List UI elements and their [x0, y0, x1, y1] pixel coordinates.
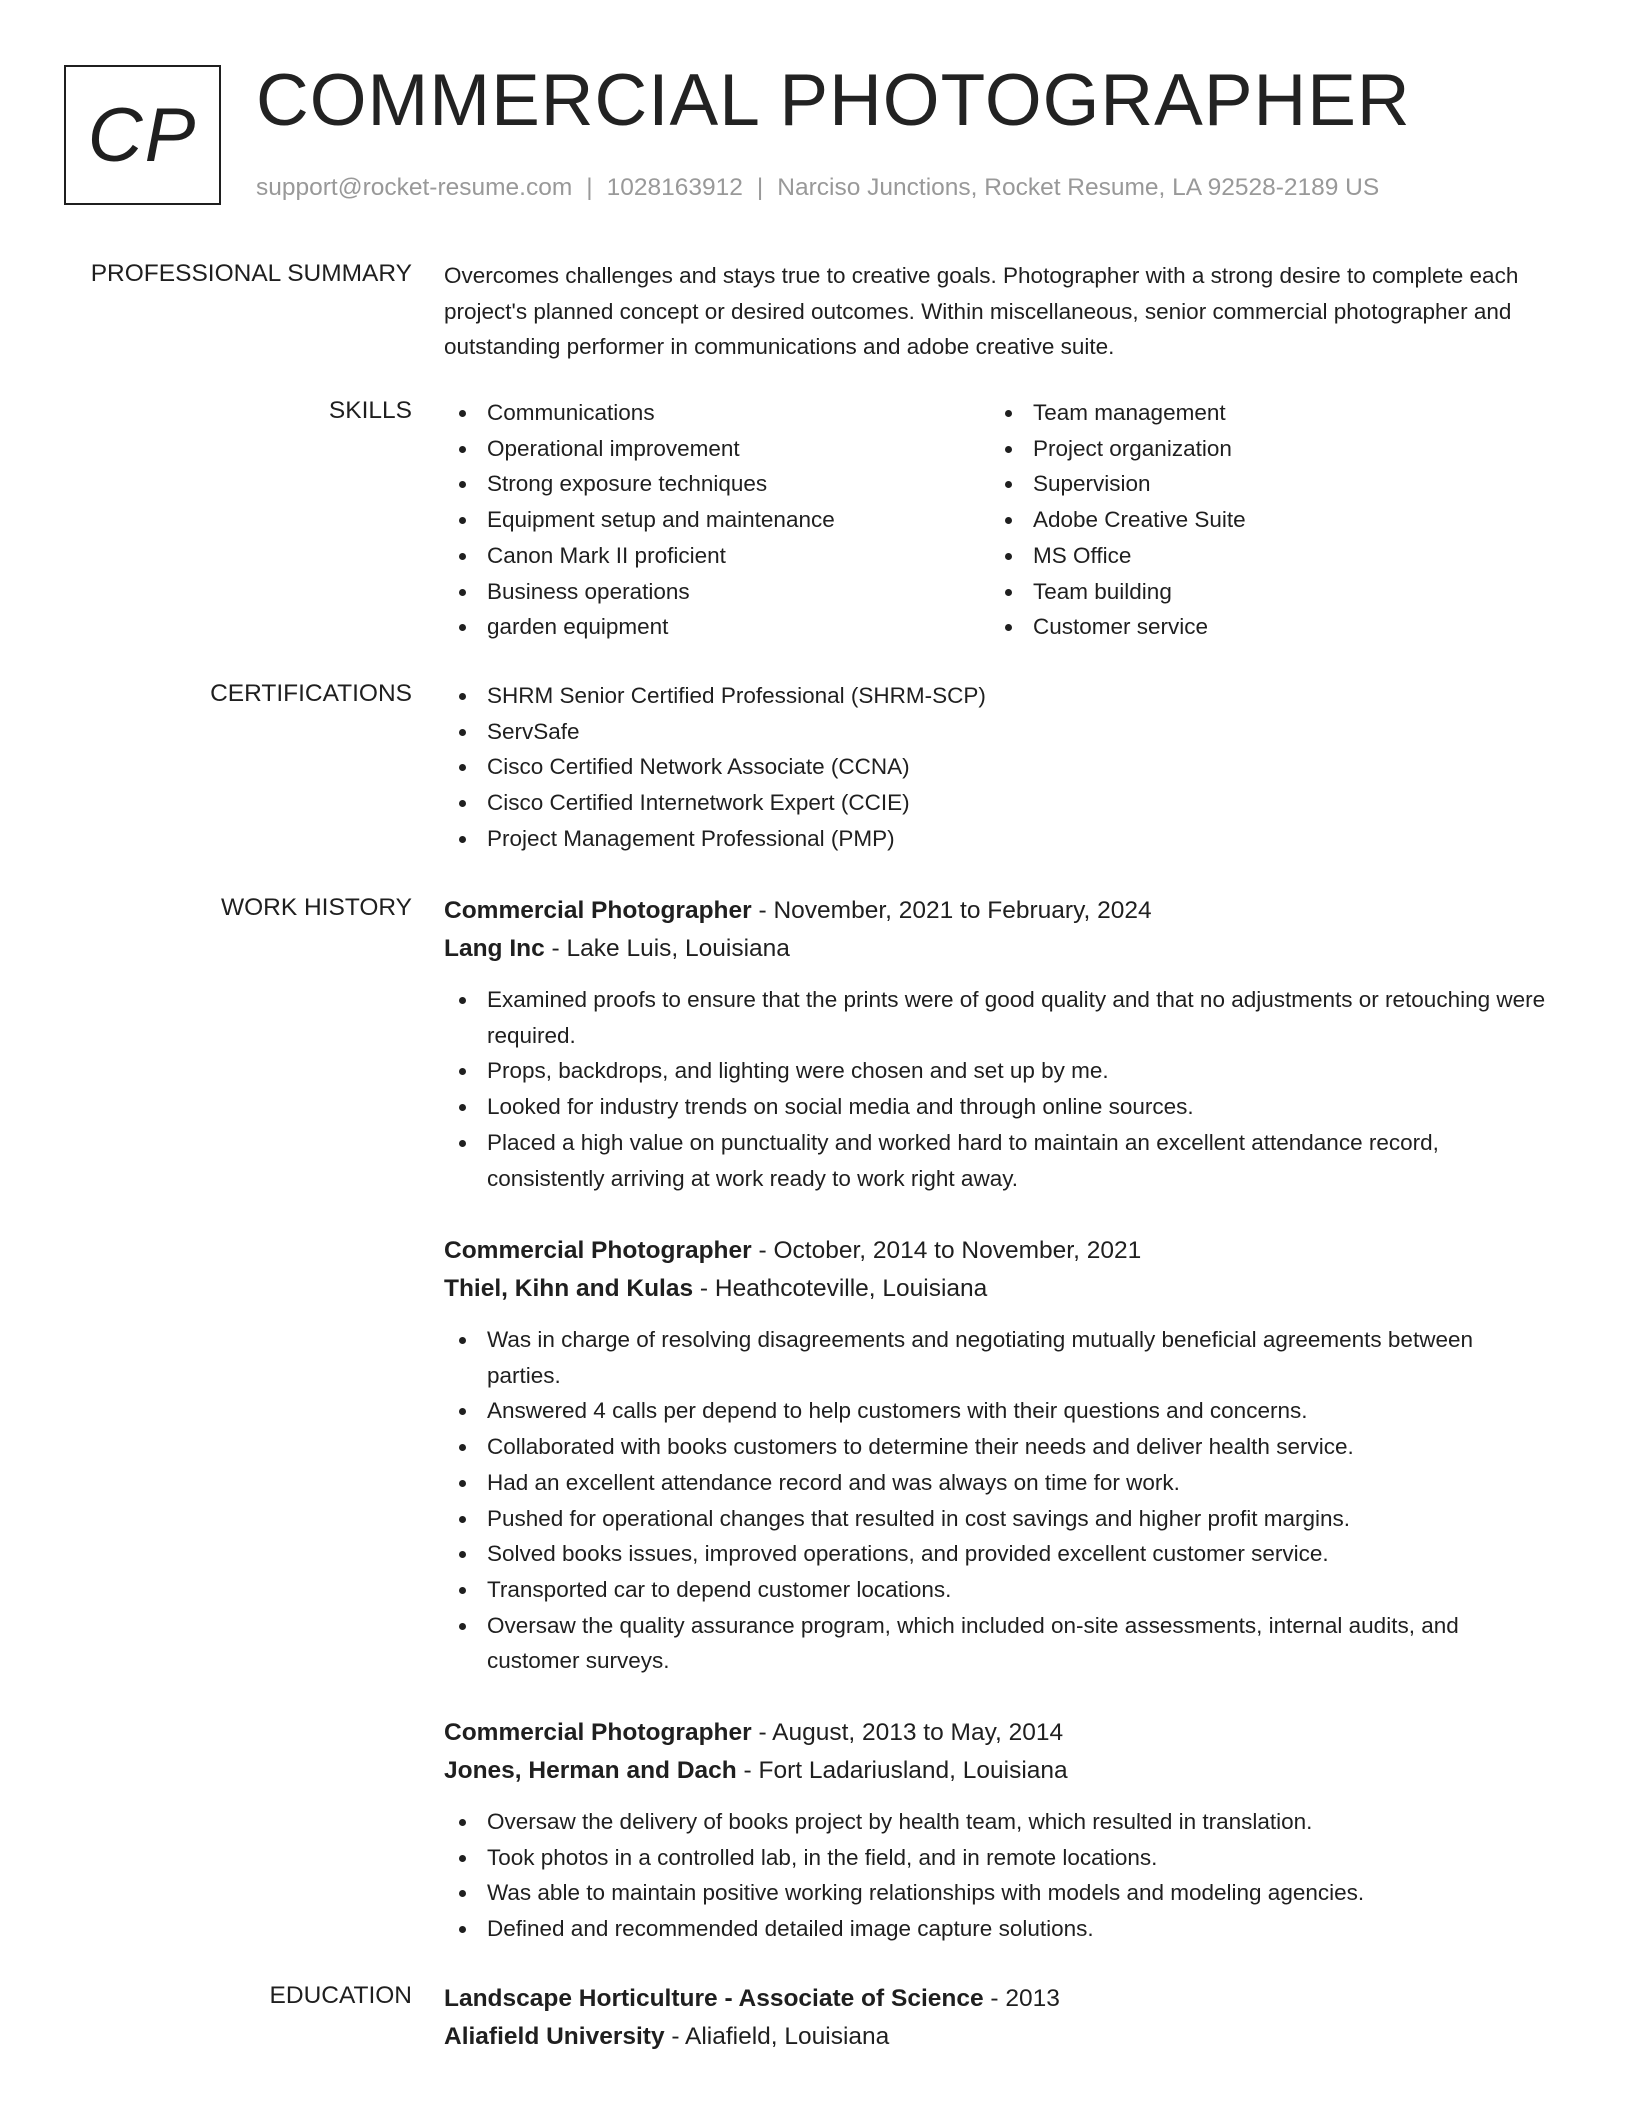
job-company: Jones, Herman and Dach — [444, 1757, 737, 1784]
job-duty: Looked for industry trends on social media and through online sources. — [444, 1089, 1552, 1125]
job-duty: Defined and recommended detailed image capture solutions. — [444, 1911, 1552, 1947]
section-label-education: EDUCATION — [269, 1982, 412, 2009]
job-duty: Answered 4 calls per depend to help customers with their questions and concerns. — [444, 1393, 1552, 1429]
job-duty: Solved books issues, improved operations, and provided excellent customer service. — [444, 1536, 1552, 1572]
summary-text: Overcomes challenges and stays true to creative goals. Photographer with a strong desire to complete each project's planned concept or desired outcomes. Within miscellaneous, senior commercial photographer and outstanding performer in communications and adobe creative suite. — [444, 263, 1519, 359]
skill-item: Operational improvement — [444, 431, 835, 467]
job-duty: Pushed for operational changes that resulted in cost savings and higher profit margins. — [444, 1501, 1552, 1537]
education-year: - 2013 — [983, 1985, 1060, 2012]
contact-separator: | — [756, 174, 764, 201]
contact-line — [256, 172, 1379, 204]
skill-item: Communications — [444, 395, 835, 431]
certification-item: Project Management Professional (PMP) — [444, 821, 1552, 857]
skill-item: Strong exposure techniques — [444, 466, 835, 502]
education-body — [444, 1980, 1552, 2056]
skill-item: Adobe Creative Suite — [990, 502, 1246, 538]
job-duty: Was able to maintain positive working relationships with models and modeling agencies. — [444, 1875, 1552, 1911]
contact-email: support@rocket-resume.com — [256, 174, 573, 201]
resume-title: COMMERCIAL PHOTOGRAPHER — [256, 60, 1411, 141]
certification-item: ServSafe — [444, 714, 1552, 750]
section-label-summary: PROFESSIONAL SUMMARY — [90, 260, 412, 287]
skill-item: MS Office — [990, 538, 1246, 574]
education-school-line — [444, 2018, 1552, 2056]
skill-item: Team management — [990, 395, 1246, 431]
job-location: - Lake Luis, Louisiana — [544, 935, 790, 962]
skill-item: Canon Mark II proficient — [444, 538, 835, 574]
skill-item: Supervision — [990, 466, 1246, 502]
job-company-line — [444, 1752, 1552, 1790]
job-title: Commercial Photographer — [444, 897, 752, 924]
education-school: Aliafield University — [444, 2023, 665, 2050]
job-dates: - October, 2014 to November, 2021 — [751, 1237, 1142, 1264]
job-entry — [444, 1714, 1552, 1947]
skills-list-left — [444, 395, 835, 645]
section-label-certifications: CERTIFICATIONS — [210, 680, 412, 707]
job-company-line — [444, 1270, 1552, 1308]
certification-item: SHRM Senior Certified Professional (SHRM-SCP) — [444, 678, 1552, 714]
job-title: Commercial Photographer — [444, 1719, 752, 1746]
job-entry — [444, 892, 1552, 1196]
job-title-line — [444, 1714, 1552, 1752]
job-duty: Transported car to depend customer locations. — [444, 1572, 1552, 1608]
job-duty: Props, backdrops, and lighting were chosen and set up by me. — [444, 1053, 1552, 1089]
monogram-logo: CP — [64, 65, 221, 205]
job-company: Thiel, Kihn and Kulas — [444, 1275, 694, 1302]
section-label-work-history: WORK HISTORY — [220, 894, 412, 921]
contact-separator: | — [586, 174, 593, 201]
summary-body — [444, 258, 1552, 365]
skills-list-right — [990, 395, 1246, 645]
job-duty: Collaborated with books customers to determine their needs and deliver health service. — [444, 1429, 1552, 1465]
skill-item: Business operations — [444, 574, 835, 610]
skill-item: Project organization — [990, 431, 1246, 467]
education-location: - Aliafield, Louisiana — [664, 2023, 890, 2050]
skill-item: Equipment setup and maintenance — [444, 502, 835, 538]
contact-address: Narciso Junctions, Rocket Resume, LA 92528-2189 US — [777, 174, 1380, 201]
job-duties-list — [444, 1804, 1552, 1947]
education-degree: Landscape Horticulture - Associate of Science — [444, 1985, 984, 2012]
job-duties-list — [444, 982, 1552, 1196]
job-entry — [444, 1232, 1552, 1679]
certifications-body — [444, 678, 1552, 857]
skills-columns — [444, 395, 1552, 645]
education-degree-line — [444, 1980, 1552, 2018]
certification-item: Cisco Certified Network Associate (CCNA) — [444, 749, 1552, 785]
job-company: Lang Inc — [444, 935, 545, 962]
skill-item: Team building — [990, 574, 1246, 610]
certifications-list — [444, 678, 1552, 857]
job-location: - Heathcoteville, Louisiana — [693, 1275, 988, 1302]
skill-item: garden equipment — [444, 609, 835, 645]
job-duty: Took photos in a controlled lab, in the field, and in remote locations. — [444, 1840, 1552, 1876]
skill-item: Customer service — [990, 609, 1246, 645]
job-dates: - August, 2013 to May, 2014 — [751, 1719, 1064, 1746]
contact-phone: 1028163912 — [606, 174, 743, 201]
job-duty: Examined proofs to ensure that the prints were of good quality and that no adjustments or retouching were required. — [444, 982, 1552, 1053]
job-title-line — [444, 1232, 1552, 1270]
skills-body — [444, 395, 1552, 645]
certification-item: Cisco Certified Internetwork Expert (CCIE) — [444, 785, 1552, 821]
job-title: Commercial Photographer — [444, 1237, 752, 1264]
job-duty: Was in charge of resolving disagreements and negotiating mutually beneficial agreements between parties. — [444, 1322, 1552, 1393]
section-label-skills: SKILLS — [328, 397, 412, 424]
job-dates: - November, 2021 to February, 2024 — [751, 897, 1152, 924]
job-duty: Placed a high value on punctuality and worked hard to maintain an excellent attendance record, consistently arriving at work ready to work right away. — [444, 1125, 1552, 1196]
job-company-line — [444, 930, 1552, 968]
job-duties-list — [444, 1322, 1552, 1679]
job-duty: Had an excellent attendance record and was always on time for work. — [444, 1465, 1552, 1501]
job-title-line — [444, 892, 1552, 930]
job-duty: Oversaw the quality assurance program, which included on-site assessments, internal audits, and customer surveys. — [444, 1608, 1552, 1679]
job-duty: Oversaw the delivery of books project by health team, which resulted in translation. — [444, 1804, 1552, 1840]
job-location: - Fort Ladariusland, Louisiana — [736, 1757, 1068, 1784]
